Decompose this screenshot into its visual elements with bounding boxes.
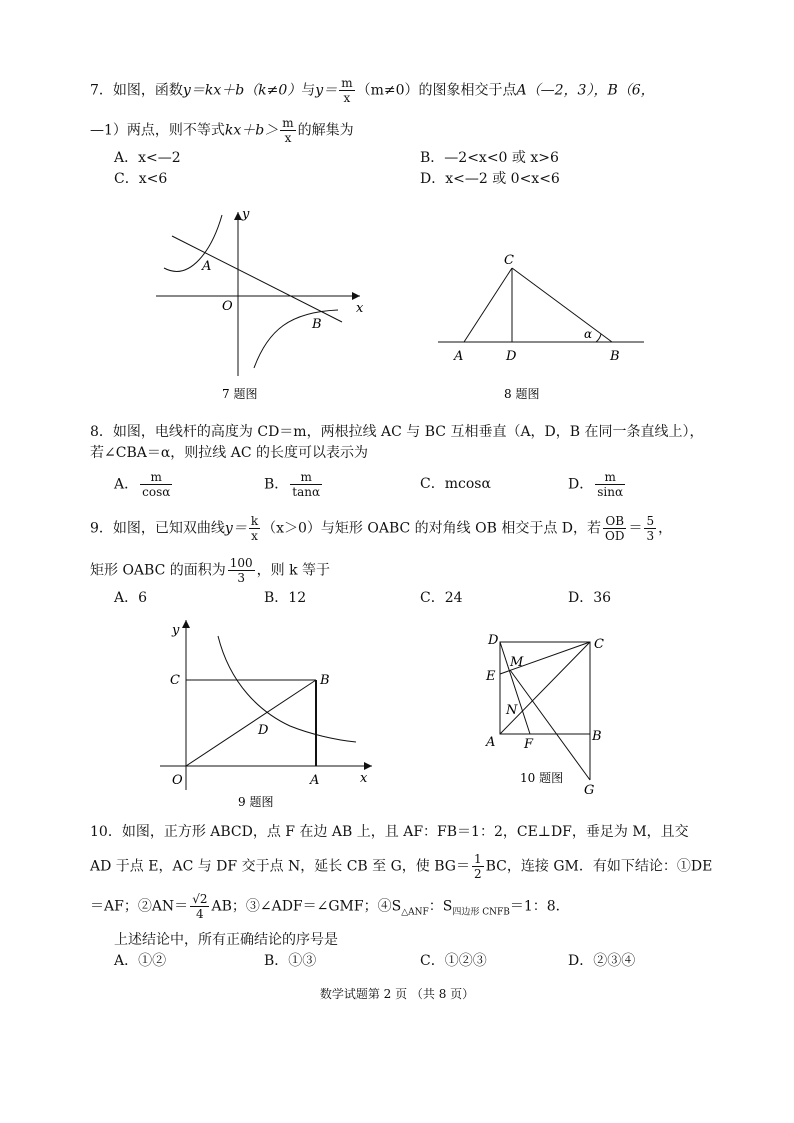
fig8-caption: 8 题图	[504, 387, 540, 401]
fig10-label-b: B	[592, 729, 602, 744]
q10-option-c: C．①②③	[420, 953, 487, 969]
q7-option-d: D．x<—2 或 0<x<6	[420, 171, 560, 187]
fig10-label-c: C	[594, 637, 604, 652]
fig10-label-a: A	[486, 735, 496, 750]
figure-8	[434, 248, 654, 408]
fig9-label-d: D	[258, 723, 269, 738]
fig9-label-y: y	[172, 623, 180, 638]
fig10-label-n: N	[506, 703, 518, 718]
q10-option-b: B．①③	[264, 953, 317, 969]
fig9-label-o: O	[172, 773, 183, 788]
q9-option-a: A．6	[114, 590, 148, 606]
page-footer: 数学试题第 2 页 （共 8 页）	[319, 987, 475, 1001]
fig8-label-alpha: α	[584, 327, 593, 341]
fig10-label-e: E	[486, 669, 496, 684]
q8-option-b: B． $\frac{m}{\tan\alpha}$	[264, 470, 321, 499]
figure-10	[482, 630, 622, 800]
fig9-label-b: B	[320, 673, 330, 688]
q8-line1: 8．如图，电线杆的高度为 CD＝m，两根拉线 AC 与 BC 互相垂直（A，D，B 在同一条直线上），	[90, 424, 704, 440]
fig10-caption: 10 题图	[520, 771, 564, 785]
figure-7	[150, 200, 370, 410]
q8-option-c: C．mcosα	[420, 476, 491, 492]
q8-option-d: D． $\frac{m}{\sin\alpha}$	[568, 470, 624, 499]
fig9-label-a: A	[310, 773, 320, 788]
q10-line2: AD 于点 E，AC 与 DF 交于点 N，延长 CB 至 G，使 BG＝ $\frac{1}{2}$ BC，连接 GM．有如下结论：①DE	[90, 852, 713, 881]
q9-line2: 矩形 OABC 的面积为 $\frac{100}{3}$ ，则 k 等于	[90, 556, 331, 585]
fig9-label-c: C	[170, 673, 180, 688]
q7-line1: 7．如图，函数y＝kx＋b（k≠0）与y＝ $\frac{m}{x}$ （m≠0）的图象相交于点A（—2，3），B（6，	[90, 76, 655, 105]
fig8-label-a: A	[454, 349, 464, 364]
q9-option-b: B．12	[264, 590, 307, 606]
fig8-label-b: B	[610, 349, 620, 364]
fig10-label-g: G	[584, 783, 595, 798]
q10-line4: 上述结论中，所有正确结论的序号是	[114, 932, 338, 948]
fig7-label-x: x	[356, 301, 364, 316]
q7-line2: —1）两点，则不等式kx＋b＞ $\frac{m}{x}$ 的解集为	[90, 116, 354, 145]
fig7-caption: 7 题图	[222, 387, 258, 401]
q10-option-a: A．①②	[114, 953, 167, 969]
q10-line3: ＝AF；②AN＝ $\frac{√2}{4}$ AB；③∠ADF＝∠GMF；$④S_{\triangle ANF}$：$S_{四边形 CNFB}=1$：8．	[90, 892, 570, 921]
q9-option-d: D．36	[568, 590, 612, 606]
q8-option-a: A． $\frac{m}{\cos\alpha}$	[114, 470, 171, 499]
figure-9	[150, 614, 380, 814]
q7-option-b: B．—2<x<0 或 x>6	[420, 150, 559, 166]
q9-option-c: C．24	[420, 590, 463, 606]
fig10-label-f: F	[524, 737, 534, 752]
q9-line1: 9．如图，已知双曲线y＝ $\frac{k}{x}$ （x＞0）与矩形 OABC 的对角线 OB 相交于点 D，若 $\frac{OB}{OD}$ ＝ $\frac{5}{3}$ ，	[90, 514, 673, 543]
fig10-label-m: M	[510, 655, 524, 670]
fig8-label-c: C	[504, 253, 514, 268]
q8-line2: 若∠CBA＝α，则拉线 AC 的长度可以表示为	[90, 445, 369, 461]
fig7-label-y: y	[242, 207, 250, 222]
fig7-label-o: O	[222, 299, 233, 314]
fig7-label-b: B	[312, 317, 322, 332]
fig7-label-a: A	[202, 259, 212, 274]
fig10-label-d: D	[488, 633, 499, 648]
fig8-label-d: D	[506, 349, 517, 364]
q10-option-d: D．②③④	[568, 953, 636, 969]
q10-line1: 10．如图，正方形 ABCD，点 F 在边 AB 上，且 AF：FB＝1：2，CE⊥DF，垂足为 M，且交	[90, 824, 689, 840]
q7-option-a: A．x<—2	[114, 150, 181, 166]
fig9-label-x: x	[360, 771, 368, 786]
q7-option-c: C．x<6	[114, 171, 168, 187]
fig9-caption: 9 题图	[238, 795, 274, 809]
